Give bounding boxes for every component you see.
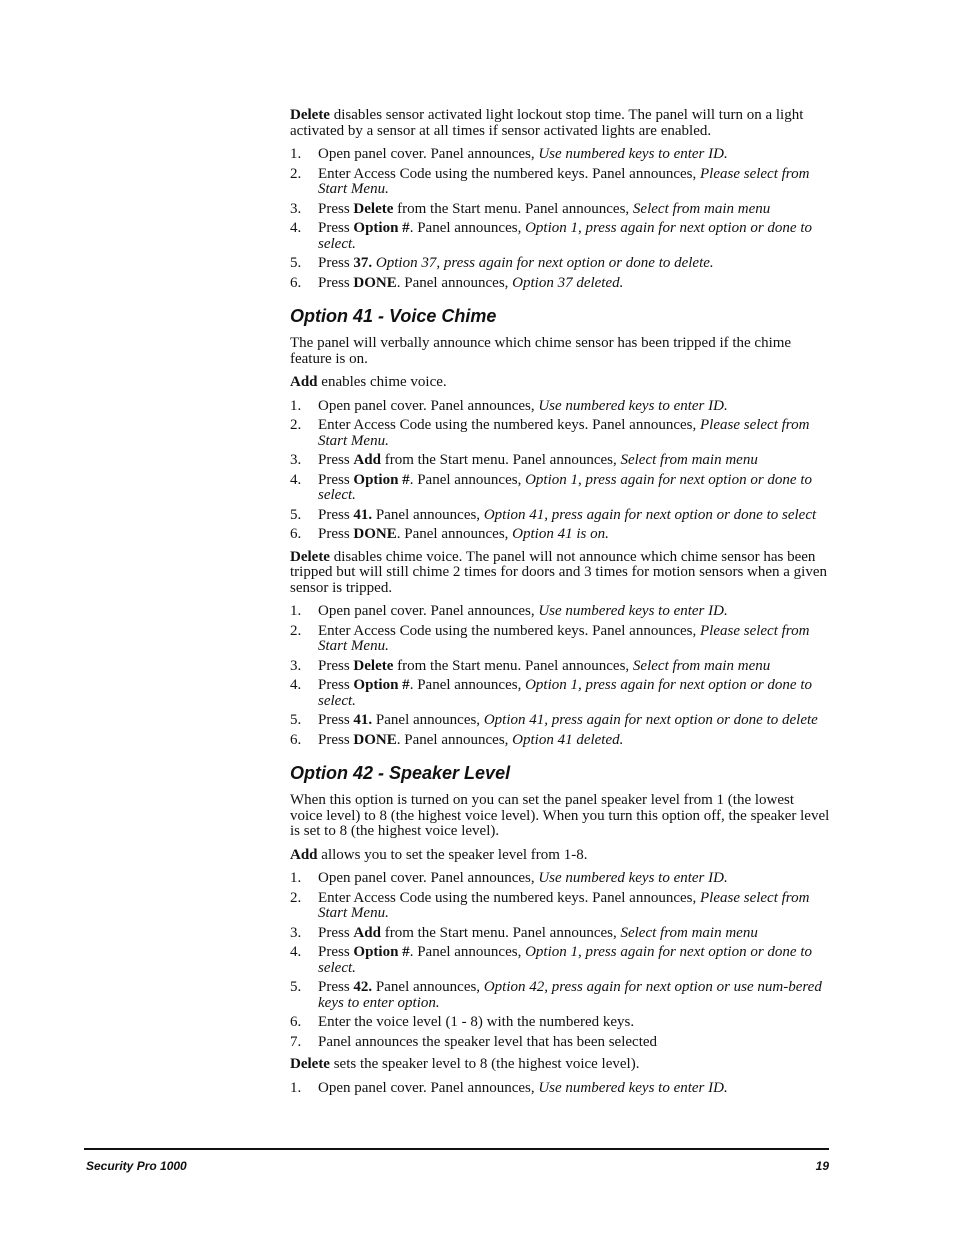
- italic-text: Option 1, press again for next option or done to select.: [318, 677, 813, 709]
- bold-text: Delete: [290, 107, 330, 123]
- list-item: [290, 473, 830, 504]
- list-item-number: 5.: [290, 979, 302, 995]
- italic-text: Option 42, press again for next option or use num-bered keys to enter option.: [318, 979, 822, 1011]
- bold-text: Delete: [353, 657, 394, 674]
- list-item: [290, 604, 830, 620]
- text-span: Press: [318, 255, 354, 271]
- option-42-description: When this option is turned on you can set the panel speaker level from 1 (the lowest voice level) to 8 (the highest voice level). When you turn this option off, the speaker level is set to 8 (the highest voice level).: [290, 792, 830, 839]
- list-item-number: 6.: [290, 731, 302, 748]
- bold-text: 42.: [353, 979, 373, 995]
- list-item-number: 5.: [290, 255, 302, 271]
- list-item-number: 1.: [290, 870, 302, 886]
- italic-text: Please select from Start Menu.: [318, 165, 810, 197]
- footer-title: Security Pro 1000: [86, 1159, 187, 1173]
- list-item-number: 4.: [290, 220, 302, 236]
- option-42-delete-steps: [290, 1081, 830, 1097]
- list-item: [290, 926, 830, 942]
- bold-text: Add: [290, 846, 318, 863]
- text-span: from the Start menu. Panel announces,: [380, 452, 621, 468]
- italic-text: Use numbered keys to enter ID.: [538, 146, 728, 162]
- text-span: Panel announces the speaker level that has been selected: [318, 1033, 658, 1050]
- list-item-number: 2.: [290, 622, 302, 639]
- text-span: sets the speaker level to 8 (the highest voice level).: [329, 1056, 640, 1072]
- text-span: Panel announces,: [372, 712, 484, 728]
- italic-text: Option 1, press again for next option or done to select.: [318, 471, 813, 503]
- bold-text: Option #: [353, 471, 410, 488]
- list-item: [290, 418, 830, 449]
- option-42-add-paragraph: [290, 848, 830, 864]
- list-item: [290, 891, 830, 922]
- option-41-heading: Option 41 - Voice Chime: [290, 306, 497, 326]
- text-span: enables chime voice.: [317, 374, 447, 390]
- list-item: [290, 527, 830, 543]
- italic-text: Option 41, press again for next option or done to delete: [483, 712, 818, 728]
- text-span: Enter Access Code using the numbered keys. Panel announces,: [318, 889, 700, 906]
- text-span: Press: [318, 452, 354, 468]
- list-item: [290, 1081, 830, 1097]
- bold-text: 41.: [353, 506, 373, 523]
- italic-text: Select from main menu: [620, 924, 758, 941]
- bold-text: DONE: [353, 274, 397, 291]
- list-item: [290, 1035, 830, 1051]
- list-item-number: 4.: [290, 944, 302, 960]
- list-item: [290, 980, 830, 1011]
- list-item-number: 6.: [290, 526, 302, 542]
- list-item: [290, 276, 830, 292]
- text-span: Enter Access Code using the numbered keys. Panel announces,: [318, 165, 700, 182]
- text-span: . Panel announces,: [396, 731, 513, 748]
- text-span: Press: [318, 924, 354, 941]
- bold-text: Add: [353, 452, 381, 468]
- list-item: [290, 624, 830, 655]
- list-item: [290, 221, 830, 252]
- text-span: Press: [318, 979, 354, 995]
- option-42-heading: Option 42 - Speaker Level: [290, 763, 511, 783]
- italic-text: Please select from Start Menu.: [318, 622, 810, 654]
- text-span: . Panel announces,: [409, 471, 526, 488]
- list-item-number: 6.: [290, 274, 302, 291]
- text-span: Press: [318, 506, 354, 523]
- list-item-number: 1.: [290, 603, 302, 619]
- bold-text: 37.: [353, 255, 373, 271]
- bold-text: Option #: [353, 677, 410, 693]
- list-item-number: 4.: [290, 471, 302, 488]
- italic-text: Use numbered keys to enter ID.: [538, 397, 728, 414]
- list-item: [290, 659, 830, 675]
- text-span: Press: [318, 200, 354, 217]
- list-item: [290, 713, 830, 729]
- text-span: Press: [318, 944, 354, 960]
- list-item: [290, 508, 830, 524]
- bold-text: Delete: [353, 200, 394, 217]
- italic-text: Use numbered keys to enter ID.: [538, 1079, 728, 1096]
- list-item: [290, 678, 830, 709]
- bold-text: 41.: [353, 712, 373, 728]
- option-42-delete-paragraph: [290, 1057, 830, 1073]
- text-span: Open panel cover. Panel announces,: [318, 870, 539, 886]
- italic-text: Select from main menu: [632, 657, 771, 674]
- italic-text: Select from main menu: [632, 200, 771, 217]
- list-item: [290, 945, 830, 976]
- text-span: from the Start menu. Panel announces,: [393, 657, 633, 674]
- text-span: Open panel cover. Panel announces,: [318, 603, 539, 619]
- text-span: Panel announces,: [372, 506, 484, 523]
- list-item-number: 2.: [290, 889, 302, 906]
- italic-text: Option 41 deleted.: [512, 731, 624, 748]
- italic-text: Option 41 is on.: [512, 526, 609, 542]
- bold-text: Option #: [353, 220, 410, 236]
- text-span: Panel announces,: [372, 979, 484, 995]
- italic-text: Option 41, press again for next option or done to select: [483, 506, 817, 523]
- option-41-description: The panel will verbally announce which chime sensor has been tripped if the chime feature is on.: [290, 335, 792, 367]
- option-41-add-steps: [290, 399, 830, 543]
- italic-text: Use numbered keys to enter ID.: [538, 603, 728, 619]
- list-item-number: 2.: [290, 417, 302, 433]
- bold-text: Option #: [353, 944, 410, 960]
- list-item-number: 3.: [290, 200, 302, 217]
- option-41-delete-steps: [290, 604, 830, 748]
- bold-text: DONE: [353, 731, 397, 748]
- list-item: [290, 1015, 830, 1031]
- bold-text: Delete: [290, 1056, 330, 1072]
- list-item-number: 4.: [290, 677, 302, 693]
- page-number: 19: [815, 1159, 829, 1173]
- text-span: . Panel announces,: [396, 526, 513, 542]
- option-42-add-steps: [290, 871, 830, 1050]
- list-item-number: 1.: [290, 146, 302, 162]
- list-item: [290, 871, 830, 887]
- page-content: [290, 108, 830, 1103]
- option-41-delete-paragraph: [290, 550, 830, 597]
- bold-text: DONE: [353, 526, 397, 542]
- text-span: disables chime voice. The panel will not announce which chime sensor has been tripped but will still chime 2 times for doors and 3 times for motion sensors when a given sensor is tripped.: [290, 548, 828, 596]
- list-item: [290, 147, 830, 163]
- text-span: Open panel cover. Panel announces,: [318, 397, 539, 414]
- footer-rule: [84, 1148, 829, 1150]
- text-span: Press: [318, 526, 354, 542]
- text-span: . Panel announces,: [409, 220, 526, 236]
- list-item-number: 1.: [290, 1079, 302, 1096]
- bold-text: Add: [290, 374, 318, 390]
- italic-text: Option 37 deleted.: [512, 274, 624, 291]
- text-span: disables sensor activated light lockout stop time. The panel will turn on a light activated by a sensor at all times if sensor activated lights are enabled.: [290, 107, 804, 139]
- list-item: [290, 167, 830, 198]
- list-item-number: 7.: [290, 1033, 302, 1050]
- text-span: Open panel cover. Panel announces,: [318, 1079, 539, 1096]
- text-span: Press: [318, 274, 354, 291]
- text-span: from the Start menu. Panel announces,: [393, 200, 633, 217]
- list-item: [290, 202, 830, 218]
- list-item-number: 3.: [290, 657, 302, 674]
- italic-text: Use numbered keys to enter ID.: [538, 870, 728, 886]
- list-item-number: 5.: [290, 506, 302, 523]
- italic-text: Option 1, press again for next option or done to select.: [318, 220, 813, 252]
- list-item: [290, 399, 830, 415]
- text-span: Enter Access Code using the numbered keys. Panel announces,: [318, 417, 700, 433]
- text-span: Press: [318, 712, 354, 728]
- list-item-number: 3.: [290, 924, 302, 941]
- italic-text: Select from main menu: [620, 452, 758, 468]
- intro-delete-paragraph: [290, 108, 830, 139]
- list-item: [290, 733, 830, 749]
- bold-text: Delete: [290, 548, 330, 565]
- intro-delete-steps: [290, 147, 830, 291]
- italic-text: Please select from Start Menu.: [318, 417, 810, 449]
- list-item-number: 2.: [290, 165, 302, 182]
- italic-text: Option 37, press again for next option or done to delete.: [375, 255, 714, 271]
- italic-text: Please select from Start Menu.: [318, 889, 810, 921]
- text-span: Enter the voice level (1 - 8) with the numbered keys.: [318, 1014, 635, 1030]
- list-item: [290, 256, 830, 272]
- text-span: Enter Access Code using the numbered keys. Panel announces,: [318, 622, 700, 639]
- text-span: Press: [318, 657, 354, 674]
- text-span: from the Start menu. Panel announces,: [380, 924, 621, 941]
- text-span: Press: [318, 677, 354, 693]
- list-item-number: 5.: [290, 712, 302, 728]
- text-span: allows you to set the speaker level from 1-8.: [317, 846, 588, 863]
- text-span: . Panel announces,: [396, 274, 513, 291]
- text-span: . Panel announces,: [409, 677, 526, 693]
- list-item-number: 3.: [290, 452, 302, 468]
- text-span: Press: [318, 220, 354, 236]
- list-item: [290, 453, 830, 469]
- list-item-number: 6.: [290, 1014, 302, 1030]
- bold-text: Add: [353, 924, 381, 941]
- list-item-number: 1.: [290, 397, 302, 414]
- text-span: Press: [318, 731, 354, 748]
- text-span: Press: [318, 471, 354, 488]
- italic-text: Option 1, press again for next option or done to select.: [318, 944, 813, 976]
- option-41-add-paragraph: [290, 375, 830, 391]
- text-span: . Panel announces,: [409, 944, 526, 960]
- text-span: Open panel cover. Panel announces,: [318, 146, 539, 162]
